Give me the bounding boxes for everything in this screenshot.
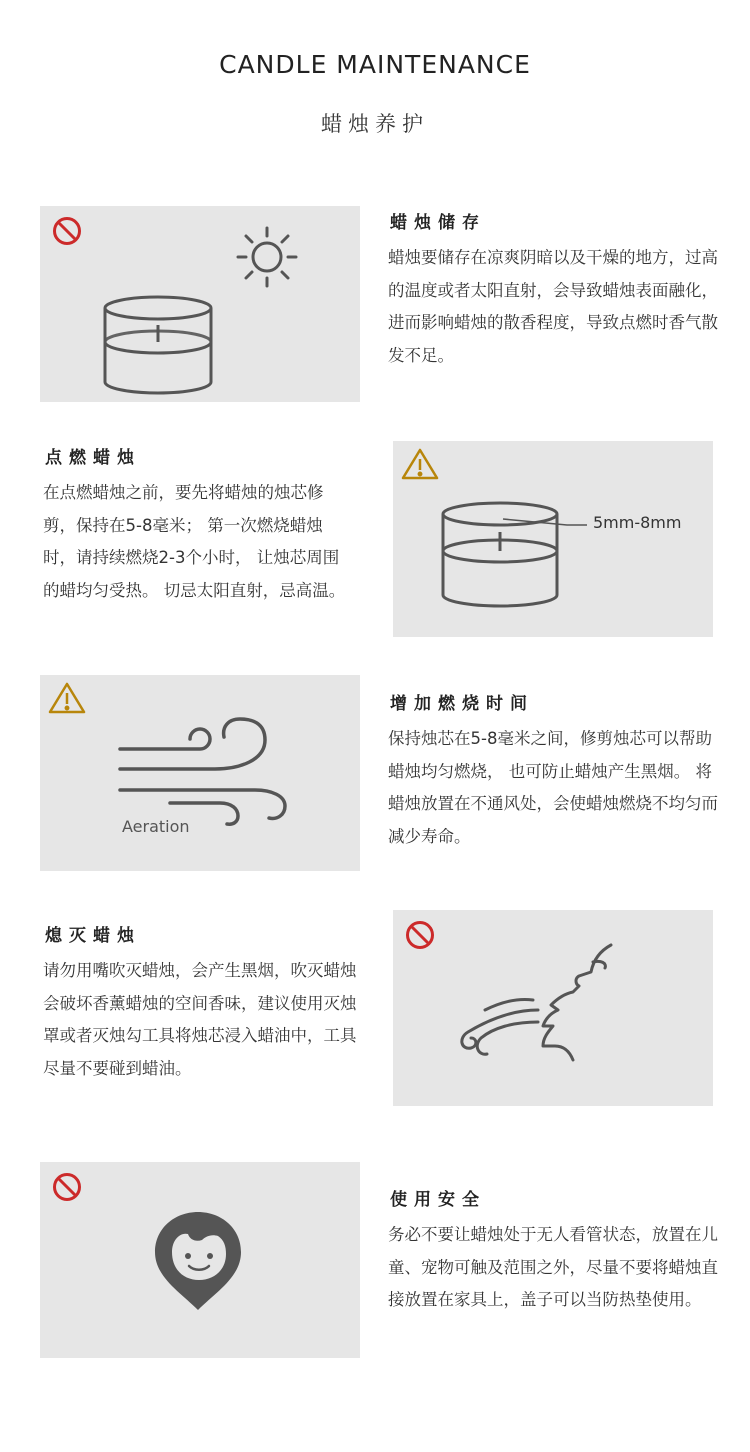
wick-length-label: 5mm-8mm (593, 513, 682, 532)
prohibited-icon (408, 923, 433, 948)
child-face-icon (155, 1212, 241, 1310)
warning-icon (403, 450, 437, 478)
safety-illustration-panel (40, 1162, 360, 1358)
storage-illustration-panel (40, 206, 360, 402)
lighting-illustration-panel (393, 441, 713, 637)
aeration-label: Aeration (122, 817, 190, 836)
candle-jar-icon (105, 297, 211, 393)
safety-title: 使用安全 (390, 1190, 486, 1210)
warning-icon (50, 684, 84, 712)
blowing-face-icon (462, 945, 611, 1060)
prohibited-icon (55, 219, 80, 244)
aeration-illustration-panel (40, 675, 360, 871)
safety-text: 务必不要让蜡烛处于无人看管状态，放置在儿童、宠物可触及范围之外，尽量不要将蜡烛直接放置在家具上，盖子可以当防热垫使用。 (388, 1225, 718, 1309)
storage-title: 蜡烛储存 (390, 213, 486, 233)
burn-time-title: 增加燃烧时间 (390, 694, 534, 714)
page-title-en: CANDLE MAINTENANCE (219, 50, 531, 79)
candle-wick-icon (443, 503, 587, 606)
wind-icon (120, 719, 285, 824)
extinguish-illustration-panel (393, 910, 713, 1106)
burn-time-text: 保持烛芯在5-8毫米之间，修剪烛芯可以帮助蜡烛均匀燃烧， 也可防止蜡烛产生黑烟。 将蜡烛放置在不通风处，会使蜡烛燃烧不均匀而减少寿命。 (388, 729, 718, 846)
lighting-title: 点燃蜡烛 (45, 448, 141, 468)
prohibited-icon (55, 1175, 80, 1200)
lighting-text: 在点燃蜡烛之前，要先将蜡烛的烛芯修剪，保持在5-8毫米； 第一次燃烧蜡烛时，请持续燃烧2-3个小时， 让烛芯周围的蜡均匀受热。 切忌太阳直射，忌高温。 (43, 483, 346, 600)
extinguish-text: 请勿用嘴吹灭蜡烛，会产生黑烟，吹灭蜡烛会破坏香薰蜡烛的空间香味，建议使用灭烛罩或者灭烛勾工具将烛芯浸入蜡油中，工具尽量不要碰到蜡油。 (43, 961, 357, 1078)
sun-icon (238, 228, 296, 286)
extinguish-title: 熄灭蜡烛 (45, 926, 141, 946)
page-title-zh: 蜡烛养护 (321, 112, 429, 136)
storage-text: 蜡烛要储存在凉爽阴暗以及干燥的地方，过高的温度或者太阳直射，会导致蜡烛表面融化，进而影响蜡烛的散香程度，导致点燃时香气散发不足。 (388, 248, 718, 365)
